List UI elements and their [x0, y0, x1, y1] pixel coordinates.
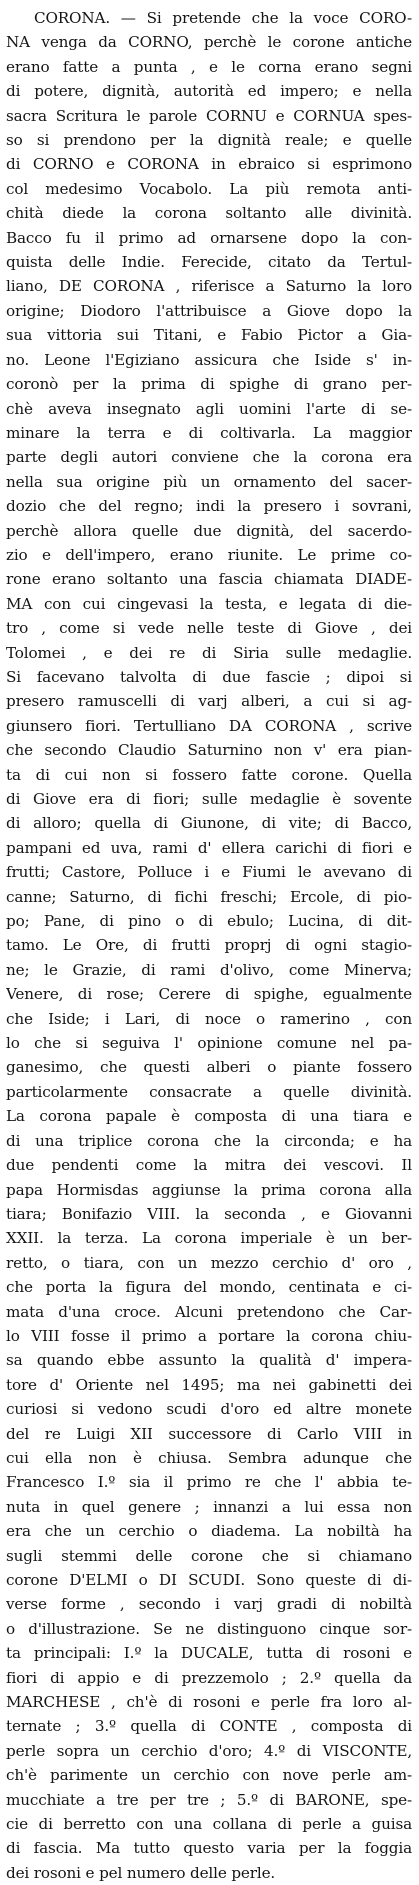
text-line: sa quando ebbe assunto la qualità d' impera- — [6, 1351, 412, 1370]
text-line: perle sopra un cerchio d'oro; 4.º di VISCONTE, — [6, 1741, 412, 1760]
text-line: frutti; Castore, Polluce i e Fiumi le avevano di — [6, 863, 412, 882]
text-line: particolarmente consacrate a quelle divinità. — [6, 1082, 412, 1101]
text-line: pampani ed uva, rami d' ellera carichi di fiori e — [6, 838, 412, 857]
text-line: ganesimo, che questi alberi o piante fossero — [6, 1058, 412, 1077]
text-line: liano, DE CORONA , riferisce a Saturno la loro — [6, 277, 412, 296]
text-line: coronò per la prima di spighe di grano per- — [6, 375, 412, 394]
text-line: Francesco I.º sia il primo re che l' abbia te- — [6, 1473, 412, 1492]
text-line: lo VIII fosse il primo a portare la corona chiu- — [6, 1326, 412, 1345]
text-line: ch'è parimente un cerchio con nove perle am- — [6, 1766, 412, 1785]
text-line: cui ella non è chiusa. Sembra adunque che — [6, 1448, 412, 1467]
text-line: dozio che del regno; indi la presero i sovrani, — [6, 497, 412, 516]
text-line: curiosi si vedono scudi d'oro ed altre monete — [6, 1400, 412, 1419]
text-line: fiori di appio e di prezzemolo ; 2.º quella da — [6, 1668, 412, 1687]
text-line: cie di berretto con una collana di perle a guisa — [6, 1815, 412, 1834]
text-line: di una triplice corona che la circonda; e ha — [6, 1131, 412, 1150]
text-line: o d'illustrazione. Se ne distinguono cinque sor- — [6, 1619, 412, 1638]
text-line: sua vittoria sui Titani, e Fabio Pictor a Gia- — [6, 326, 412, 345]
text-line: giunsero fiori. Tertulliano DA CORONA , scrive — [6, 716, 412, 735]
text-line: MARCHESE , ch'è di rosoni e perle fra loro al- — [6, 1693, 412, 1712]
text-line: sugli stemmi delle corone che si chiamano — [6, 1546, 412, 1565]
text-line: Bacco fu il primo ad ornarsene dopo la con- — [6, 228, 412, 247]
text-line: presero ramuscelli di varj alberi, a cui si ag- — [6, 692, 412, 711]
dictionary-entry-corona — [6, 6, 412, 1885]
text-line: so si prendono per la dignità reale; e quelle — [6, 131, 412, 150]
text-line: ternate ; 3.º quella di CONTE , composta di — [6, 1717, 412, 1736]
text-line: verse forme , secondo i varj gradi di nobiltà — [6, 1595, 412, 1614]
text-line: era che un cerchio o diadema. La nobiltà ha — [6, 1522, 412, 1541]
text-line: minare la terra e di coltivarla. La maggior — [6, 423, 412, 442]
text-line: di potere, dignità, autorità ed impero; e nella — [6, 82, 412, 101]
text-line: retto, o tiara, con un mezzo cerchio d' oro , — [6, 1253, 412, 1272]
text-line: del re Luigi XII successore di Carlo VIII in — [6, 1424, 412, 1443]
text-line: zio e dell'impero, erano riunite. Le prime co- — [6, 545, 412, 564]
text-line: nuta in quel genere ; innanzi a lui essa non — [6, 1497, 412, 1516]
text-line: col medesimo Vocabolo. La più remota anti- — [6, 179, 412, 198]
text-line: di fascia. Ma tutto questo varia per la foggia — [6, 1839, 412, 1858]
text-line: ne; le Grazie, di rami d'olivo, come Minerva; — [6, 960, 412, 979]
text-line: Venere, di rose; Cerere di spighe, egualmente — [6, 985, 412, 1004]
text-line: XXII. la terza. La corona imperiale è un ber- — [6, 1229, 412, 1248]
text-line: corone D'ELMI o DI SCUDI. Sono queste di di- — [6, 1571, 412, 1589]
text-line: erano fatte a punta , e le corna erano segni — [6, 57, 412, 76]
text-line: di alloro; quella di Giunone, di vite; di Bacco, — [6, 814, 412, 833]
text-line: no. Leone l'Egiziano assicura che Iside s' in- — [6, 350, 412, 369]
text-line: La corona papale è composta di una tiara e — [6, 1107, 412, 1126]
text-line: quista delle Indie. Ferecide, citato da Tertul- — [6, 253, 412, 272]
text-line: sacra Scritura le parole CORNU e CORNUA spes- — [6, 106, 412, 125]
text-line: dei rosoni e pel numero delle perle. — [6, 1863, 276, 1882]
text-line: tro , come si vede nelle teste di Giove , dei — [6, 619, 412, 638]
text-line: papa Hormisdas aggiunse la prima corona alla — [6, 1180, 412, 1199]
text-line: chè aveva insegnato agli uomini l'arte di se- — [6, 399, 412, 418]
text-line: nella sua origine più un ornamento del sacer- — [6, 472, 412, 491]
text-line: Si facevano talvolta di due fascie ; dipoi si — [6, 667, 412, 686]
text-line: rone erano soltanto una fascia chiamata DIADE- — [6, 570, 412, 589]
text-line: che Iside; i Lari, di noce o ramerino , con — [6, 1009, 412, 1028]
text-line: tore d' Oriente nel 1495; ma nei gabinetti dei — [6, 1375, 412, 1394]
text-line: perchè allora quelle due dignità, del sacerdo- — [6, 521, 412, 540]
text-line: due pendenti come la mitra dei vescovi. Il — [6, 1156, 412, 1175]
text-line: canne; Saturno, di fichi freschi; Ercole, di pio- — [6, 887, 412, 906]
text-line: po; Pane, di pino o di ebulo; Lucina, di dit- — [6, 912, 412, 931]
text-line: tiara; Bonifazio VIII. la seconda , e Giovanni — [6, 1204, 412, 1223]
text-line: di Giove era di fiori; sulle medaglie è sovente — [6, 790, 412, 808]
text-line: origine; Diodoro l'attribuisce a Giove dopo la — [6, 301, 412, 320]
text-line: Tolomei , e dei re di Siria sulle medaglie. — [6, 643, 412, 662]
text-line: che secondo Claudio Saturnino non v' era pian- — [6, 741, 412, 760]
text-line: parte degli autori conviene che la corona era — [6, 448, 412, 467]
text-line: mata d'una croce. Alcuni pretendono che Car- — [6, 1302, 412, 1321]
text-line: di CORNO e CORONA in ebraico si esprimono — [6, 155, 412, 174]
text-line: ta principali: I.º la DUCALE, tutta di rosoni e — [6, 1644, 412, 1663]
text-line: CORONA. — Si pretende che la voce CORO- — [34, 9, 412, 27]
text-line: mucchiate a tre per tre ; 5.º di BARONE, spe- — [6, 1790, 412, 1809]
text-line: lo che si seguiva l' opinione comune nel pa- — [6, 1034, 412, 1053]
text-line: NA venga da CORNO, perchè le corone antiche — [6, 33, 412, 52]
text-line: MA con cui cingevasi la testa, e legata di die- — [6, 594, 412, 613]
text-line: ta di cui non si fossero fatte corone. Quella — [6, 765, 412, 784]
text-line: chità diede la corona soltanto alle divinità. — [6, 204, 412, 223]
text-line: che porta la figura del mondo, centinata e ci- — [6, 1278, 412, 1297]
text-line: tamo. Le Ore, di frutti proprj di ogni stagio- — [6, 936, 412, 955]
